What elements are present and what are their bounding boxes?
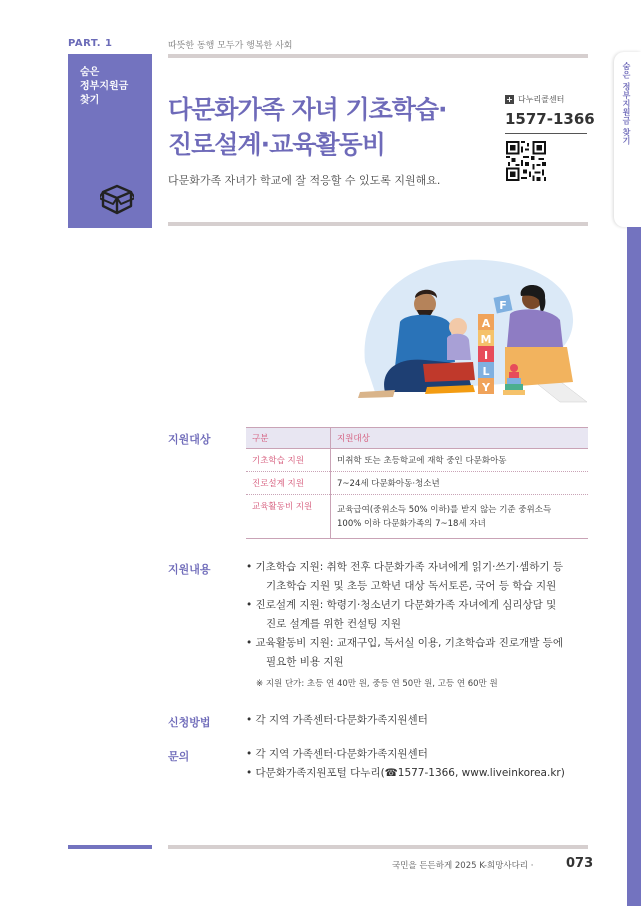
chapter-tab-label: 숨은 정부지원금 찾기: [622, 62, 631, 146]
chapter-strip: [627, 227, 641, 906]
table-cell-category: 기초학습 지원: [246, 449, 331, 472]
table-row: [246, 472, 588, 495]
list-item[interactable]: • 다문화가족지원포털 다누리(☎1577-1366, www.liveinkorea.kr): [246, 767, 565, 779]
table-cell-category: 진로설계 지원: [246, 472, 331, 495]
content-label: 지원내용: [168, 563, 211, 576]
part-label: PART. 1: [68, 38, 113, 49]
block-letter: L: [482, 365, 490, 378]
apply-list: [246, 711, 606, 730]
table-row: [246, 495, 588, 539]
family-illustration: [355, 252, 587, 412]
list-item: • 각 지역 가족센터·다문화가족지원센터: [246, 748, 428, 760]
block-letter: Y: [482, 381, 490, 394]
page-number: 073: [566, 856, 594, 871]
footer-text: 국민을 든든하게 2025 K-희망사다리 ·: [392, 861, 534, 871]
list-item-line: 필요한 비용 지원: [266, 656, 344, 668]
list-item-line: 기초학습 지원 및 초등 고학년 대상 독서토론, 국어 등 학습 지원: [266, 580, 557, 592]
table-header-category: 구분: [246, 428, 331, 449]
table-cell-desc: 7~24세 다문화아동·청소년: [331, 472, 589, 495]
phone-underline: [505, 133, 587, 134]
table-row: [246, 449, 588, 472]
qr-code-icon[interactable]: [506, 141, 546, 181]
list-item: • 각 지역 가족센터·다문화가족지원센터: [246, 714, 428, 726]
box-icon: [100, 184, 134, 216]
bottom-divider-left: [68, 845, 152, 849]
inquiry-label: 문의: [168, 750, 190, 763]
block-letter: M: [480, 333, 492, 346]
apply-label: 신청방법: [168, 716, 211, 729]
bottom-divider-right: [168, 845, 588, 849]
inquiry-list: [246, 745, 606, 783]
table-cell-desc: [331, 495, 589, 539]
block-letter: A: [481, 317, 491, 330]
title-divider: [168, 222, 588, 226]
table-cell-desc: 미취학 또는 초등학교에 재학 중인 다문화아동: [331, 449, 589, 472]
call-center-phone[interactable]: 1577-1366: [505, 110, 595, 128]
block-letter: I: [483, 349, 489, 362]
block-letter: F: [499, 299, 507, 312]
section-title: 따뜻한 동행 모두가 행복한 사회: [168, 41, 293, 51]
page-title: 다문화가족 자녀 기초학습· 진로설계·교육활동비: [168, 95, 447, 159]
list-item: [246, 558, 606, 596]
list-item: [246, 596, 606, 634]
list-item-line: • 진로설계 지원: 학령기·청소년기 다문화가족 자녀에게 심리상담 및: [246, 599, 557, 611]
list-item-line: • 교육활동비 지원: 교재구입, 독서실 이용, 기초학습과 진로개발 등에: [246, 637, 563, 649]
list-item: [246, 634, 606, 672]
table-header-row: [246, 428, 588, 449]
table-cell-category: 교육활동비 지원: [246, 495, 331, 539]
support-note: ※ 지원 단가: 초등 연 40만 원, 중등 연 50만 원, 고등 연 60만 원: [256, 679, 498, 689]
category-label: 숨은 정부지원금 찾기: [80, 67, 129, 106]
plus-icon: +: [506, 95, 513, 104]
list-item-line: • 기초학습 지원: 취학 전후 다문화가족 자녀에게 읽기·쓰기·셈하기 등: [246, 561, 563, 573]
call-center-label: [505, 94, 564, 105]
target-table: [246, 427, 588, 539]
call-center-name: 다누리콜센터: [518, 95, 565, 104]
table-cell-desc-line: 교육급여(중위소득 50% 이하)를 받지 않는 기준 중위소득: [337, 504, 552, 515]
list-item-line: 진로 설계를 위한 컨설팅 지원: [266, 618, 402, 630]
table-header-target: 지원대상: [331, 428, 589, 449]
page-subtitle: 다문화가족 자녀가 학교에 잘 적응할 수 있도록 지원해요.: [168, 174, 441, 187]
top-divider-right: [168, 54, 588, 58]
content-list: [246, 558, 606, 694]
target-label: 지원대상: [168, 433, 211, 446]
table-cell-desc-line: 100% 이하 다문화가족의 7~18세 자녀: [337, 518, 486, 529]
